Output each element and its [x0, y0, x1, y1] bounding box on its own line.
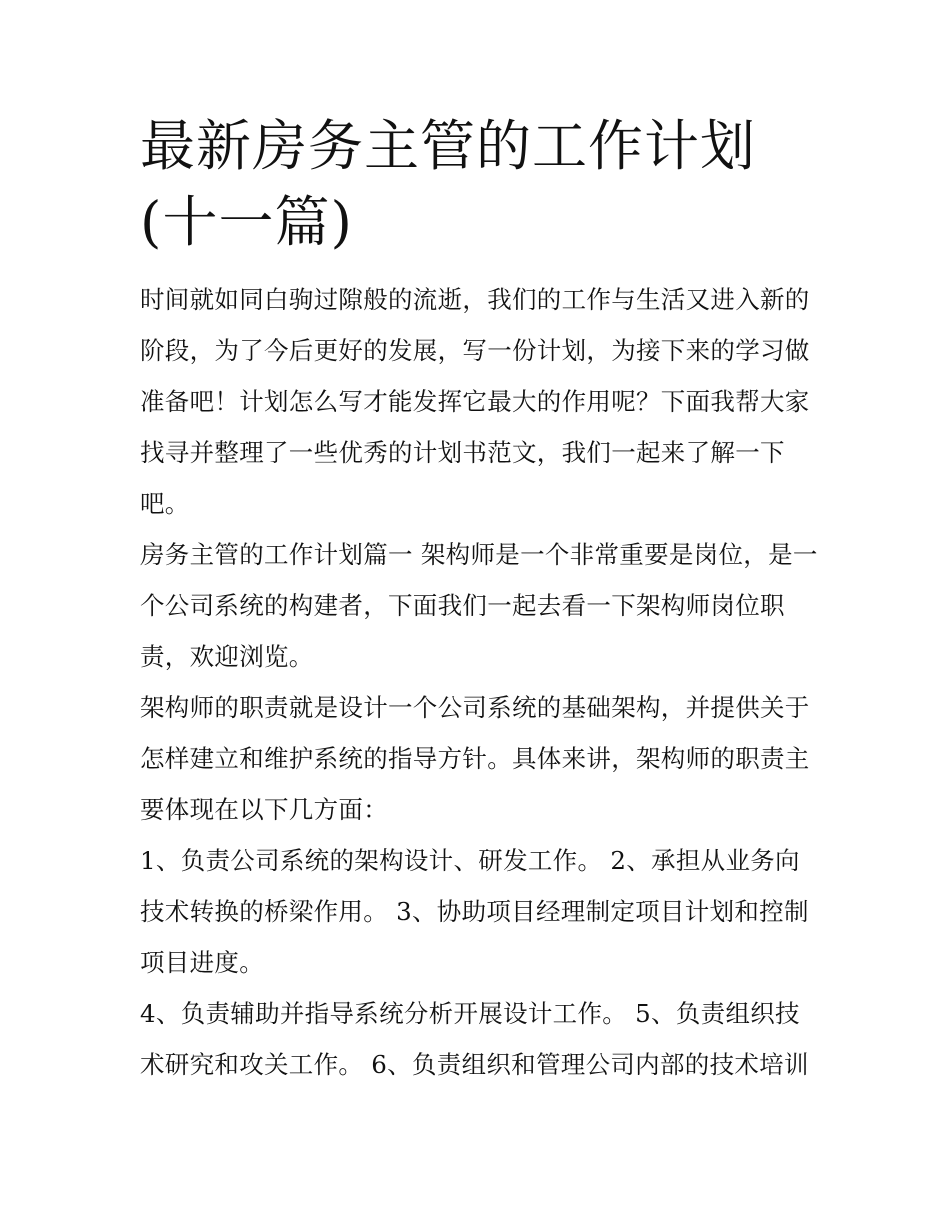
- paragraph-duty-list-2: 4、负责辅助并指导系统分析开展设计工作。 5、负责组织技术研究和攻关工作。 6、负责组织和管理公司内部的技术培训: [140, 999, 809, 1079]
- paragraph-intro: 时间就如同白驹过隙般的流逝，我们的工作与生活又进入新的阶段，为了今后更好的发展，写一份计划，为接下来的学习做准备吧！计划怎么写才能发挥它最大的作用呢？下面我帮大家找寻并整理了一些优秀的计划书范文，我们一起来了解一下吧。: [140, 285, 810, 518]
- paragraph-duty-list-1: 1、负责公司系统的架构设计、研发工作。 2、承担从业务向技术转换的桥梁作用。 3、协助项目经理制定项目计划和控制项目进度。: [140, 846, 809, 977]
- paragraph-architect-duties: 架构师的职责就是设计一个公司系统的基础架构，并提供关于怎样建立和维护系统的指导方针。具体来讲，架构师的职责主要体现在以下几方面：: [140, 693, 810, 824]
- document-title: 最新房务主管的工作计划(十一篇): [140, 114, 757, 254]
- paragraph-section-one: 房务主管的工作计划篇一 架构师是一个非常重要是岗位，是一个公司系统的构建者，下面我们一起去看一下架构师岗位职责，欢迎浏览。: [140, 540, 818, 671]
- document-body: [140, 108, 820, 1090]
